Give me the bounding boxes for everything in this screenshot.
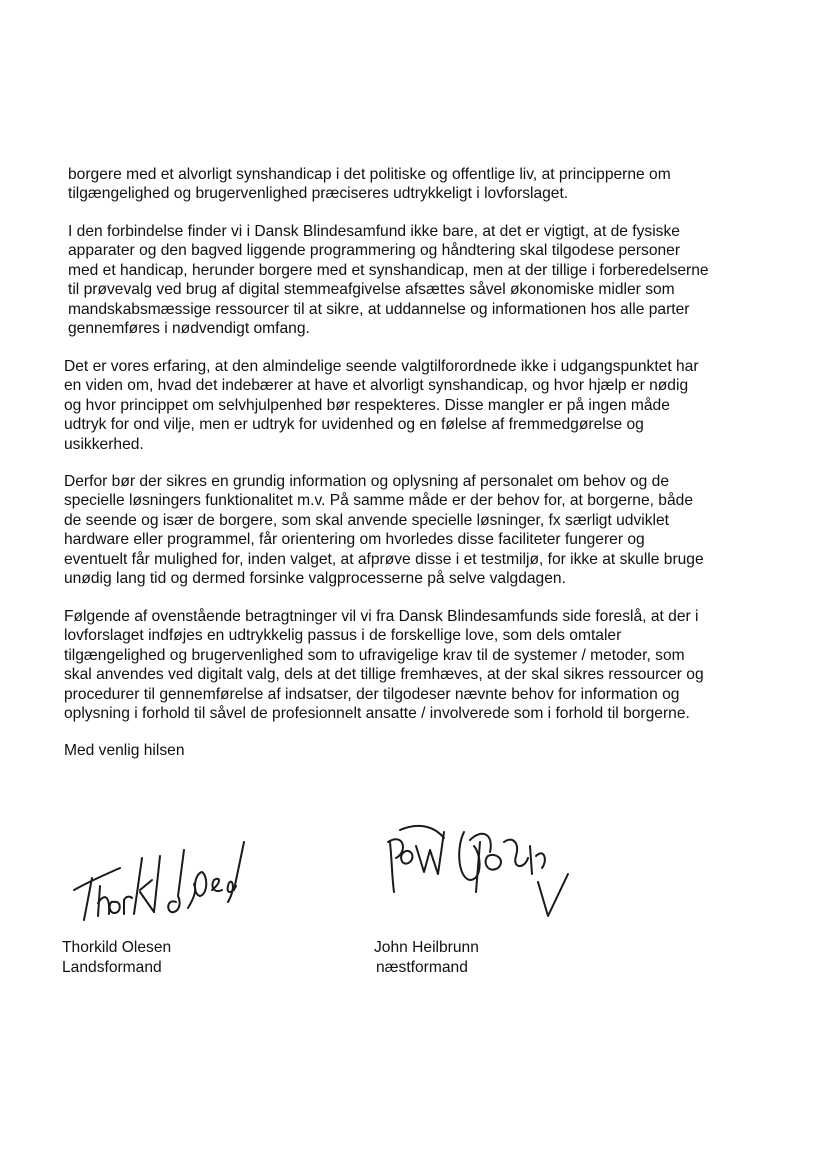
paragraph-4: Derfor bør der sikres en grundig information og oplysning af personalet om behov og de specielle løsningers funktionalitet m.v. På samme måde er der behov for, at borgerne, både de seende og især de borgere, som skal anvende specielle løsninger, fx særligt udviklet hardware eller programmel, får orientering om hvorledes disse faciliteter fungerer og eventuelt får mulighed for, inden valget, at afprøve disse i et testmiljø, for ikke at skulle bruge unødig lang tid og dermed forsinke valgprocesserne på selve valgdagen. [64,473,704,588]
paragraph-3: Det er vores erfaring, at den almindelige seende valgtilforordnede ikke i udgangspunktet har en viden om, hvad det indebærer at have et alvorligt synshandicap, og hvor hjælp er nødig og hvor princippet om selvhjulpenhed bør respekteres. Disse mangler er på ingen måde udtryk for ond vilje, men er udtryk for uvidenhed og en følelse af fremmedgørelse og usikkerhed. [64,358,699,453]
signatory-name-left: Thorkild Olesen [62,939,172,956]
closing-greeting: Med venlig hilsen [64,742,185,759]
signature-right-image [378,812,578,924]
signatory-name-right: John Heilbrunn [374,939,479,956]
signatory-title-right: næstformand [376,959,468,976]
signatory-title-left: Landsformand [62,959,162,976]
paragraph-5: Følgende af ovenstående betragtninger vil vi fra Dansk Blindesamfunds side foreslå, at der i lovforslaget indføjes en udtrykkelig passus i de forskellige love, som dels omtaler tilgængelighed og brugervenlighed som to ufravigelige krav til de systemer / metoder, som skal anvendes ved digitalt valg, dels at det tillige fremhæves, at der skal sikres ressourcer og procedurer til gennemførelse af indsatser, der tilgodeser nævnte behov for information og oplysning i forhold til såvel de profesionnelt ansatte / involverede som i forhold til borgerne. [64,608,704,723]
signature-left-image [62,828,252,928]
paragraph-2: I den forbindelse finder vi i Dansk Blindesamfund ikke bare, at det er vigtigt, at de fysiske apparater og den bagved liggende programmering og håndtering skal tilgodese personer med et handicap, herunder borgere med et synshandicap, men at der tillige i forberedelserne til prøvevalg ved brug af digital stemmeafgivelse afsættes såvel økonomiske midler som mandskabsmæssige ressourcer til at sikre, at uddannelse og informationen hos alle parter gennemføres i nødvendigt omfang. [68,223,709,338]
paragraph-1: borgere med et alvorligt synshandicap i det politiske og offentlige liv, at principperne om tilgængelighed og brugervenlighed præciseres udtrykkeligt i lovforslaget. [68,166,671,203]
